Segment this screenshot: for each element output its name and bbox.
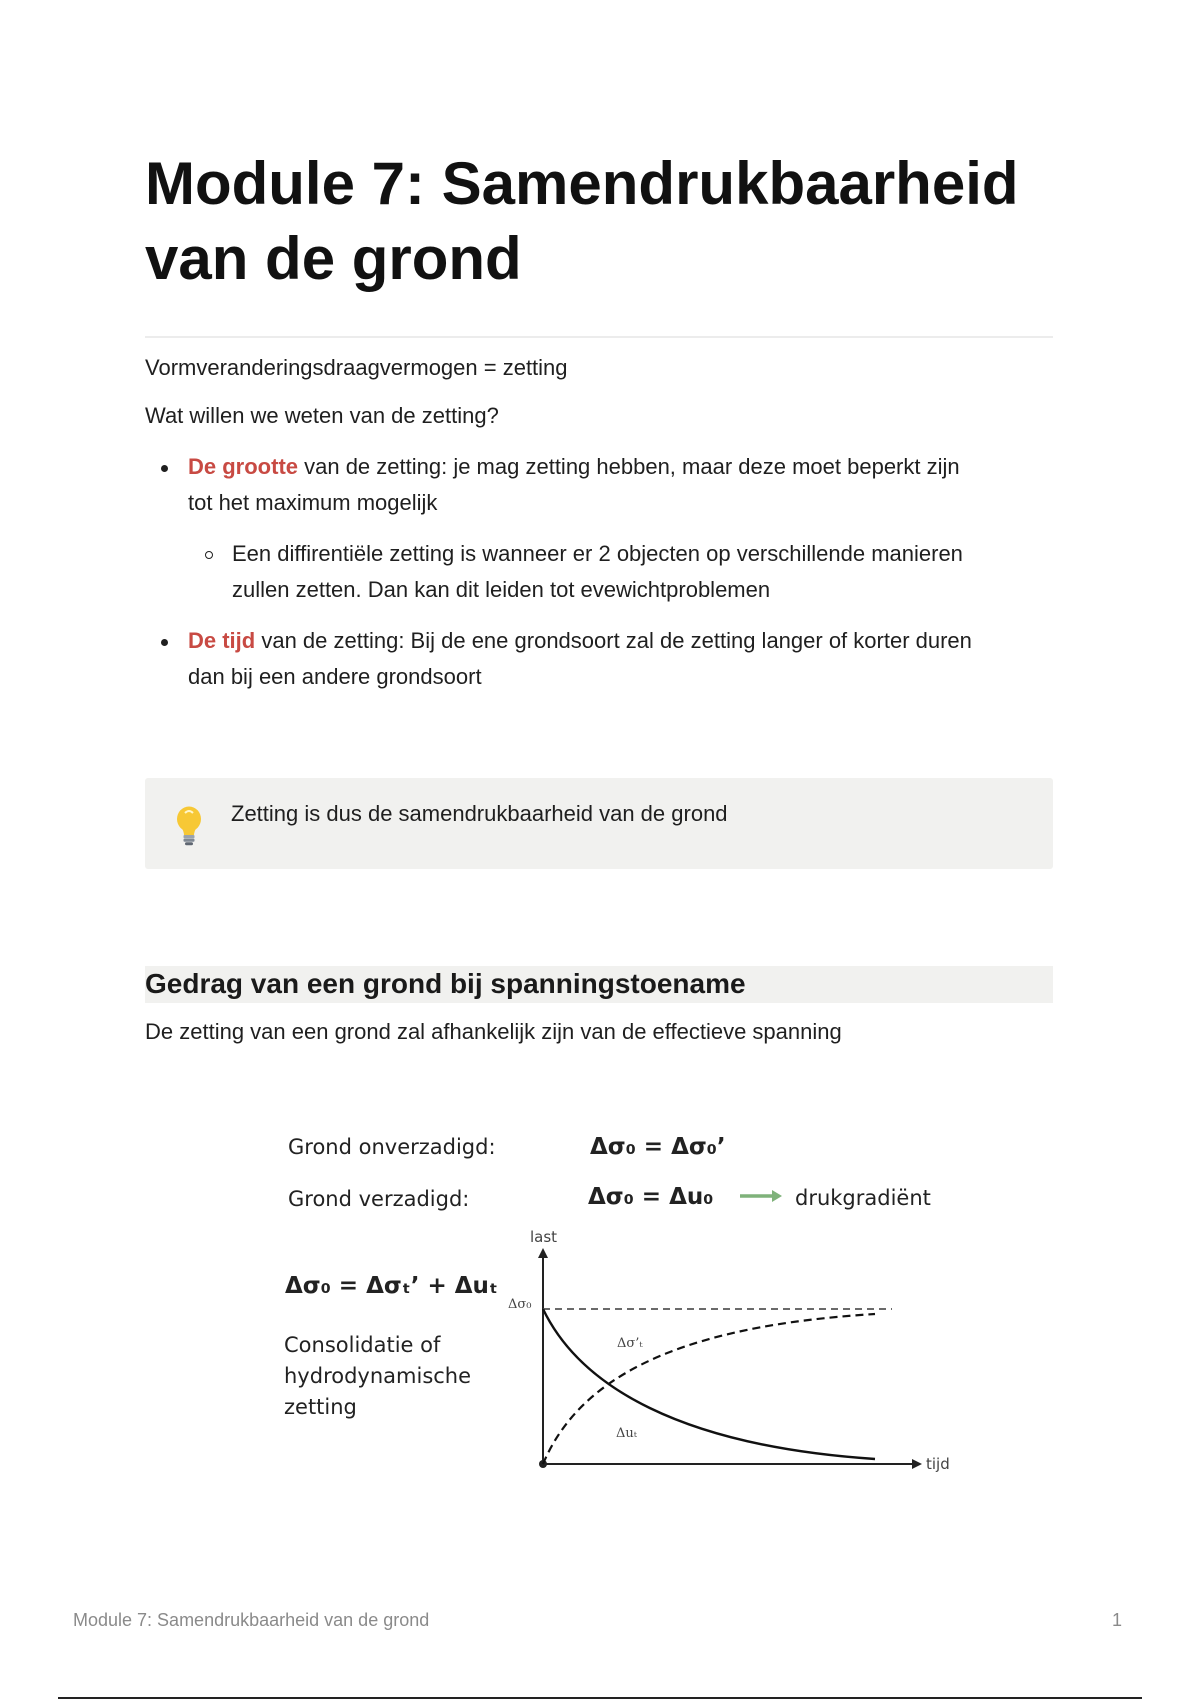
intro-paragraph: Vormveranderingsdraagvermogen = zetting: [145, 355, 568, 380]
section-paragraph: De zetting van een grond zal afhankelijk zijn van de effectieve spanning: [145, 1019, 842, 1044]
section-heading-block: [145, 966, 1053, 1003]
section-heading: Gedrag van een grond bij spanningstoename: [145, 968, 746, 999]
footer-divider: [58, 1697, 1142, 1699]
title-divider: [145, 336, 1053, 338]
callout-box: [145, 778, 1053, 869]
label-delta-u-t: Δuₜ: [616, 1426, 637, 1441]
sub-bullet-circle: [205, 551, 213, 559]
page-number: 1: [1111, 1610, 1122, 1630]
equation-verzadigd: Δσ₀ = Δu₀: [588, 1184, 714, 1210]
equation-main: Δσ₀ = Δσₜ’ + Δuₜ: [285, 1273, 498, 1299]
label-grond-verzadigd: Grond verzadigd:: [288, 1187, 470, 1211]
bullet-dot: [161, 639, 168, 646]
y-axis-arrow: [538, 1248, 548, 1258]
consolidatie-line1: Consolidatie of: [284, 1333, 441, 1357]
list-item-grootte: [145, 449, 1065, 521]
consolidatie-line3: zetting: [284, 1395, 357, 1419]
equation-onverzadigd: Δσ₀ = Δσ₀’: [590, 1134, 726, 1160]
sub-bullet-text-line2: zullen zetten. Dan kan dit leiden tot evewichtproblemen: [232, 577, 771, 602]
sub-bullet-text: Een diffirentiële zetting is wanneer er 2 objecten op verschillende manieren: [232, 541, 963, 566]
bullet-text: van de zetting: je mag zetting hebben, maar deze moet beperkt zijn: [298, 454, 960, 479]
footer-title: Module 7: Samendrukbaarheid van de grond: [73, 1610, 430, 1630]
bullet-text-line2: tot het maximum mogelijk: [188, 490, 438, 515]
list-item-tijd: [145, 623, 1065, 695]
highlight-grootte: De grootte: [188, 454, 298, 479]
label-drukgradient: drukgradiënt: [795, 1186, 931, 1210]
lightbulb-icon: [173, 804, 205, 848]
green-arrow-icon: [740, 1190, 782, 1202]
effective-stress-curve: [543, 1314, 875, 1464]
callout-text: Zetting is dus de samendrukbaarheid van de grond: [231, 801, 728, 826]
consolidatie-line2: hydrodynamische: [284, 1364, 472, 1388]
pore-pressure-curve: [543, 1309, 875, 1459]
bullet-dot: [161, 465, 168, 472]
bullet-text: van de zetting: Bij de ene grondsoort zal de zetting langer of korter duren: [255, 628, 972, 653]
label-delta-sigma0: Δσ₀: [508, 1297, 532, 1312]
consolidation-graph: [508, 1228, 950, 1473]
question-paragraph: Wat willen we weten van de zetting?: [145, 403, 499, 428]
label-delta-sigma-t: Δσ’ₜ: [617, 1336, 643, 1351]
x-axis-arrow: [912, 1459, 922, 1469]
consolidation-figure: [240, 1126, 960, 1498]
axis-label-last: last: [530, 1228, 558, 1246]
highlight-tijd: De tijd: [188, 628, 256, 653]
page-title: Module 7: Samendrukbaarheid van de grond: [145, 150, 1019, 292]
bullet-text-line2: dan bij een andere grondsoort: [188, 664, 482, 689]
label-grond-onverzadigd: Grond onverzadigd:: [288, 1135, 496, 1159]
axis-label-tijd: tijd: [926, 1455, 950, 1473]
sub-list-item-differentiele: [145, 536, 1065, 608]
